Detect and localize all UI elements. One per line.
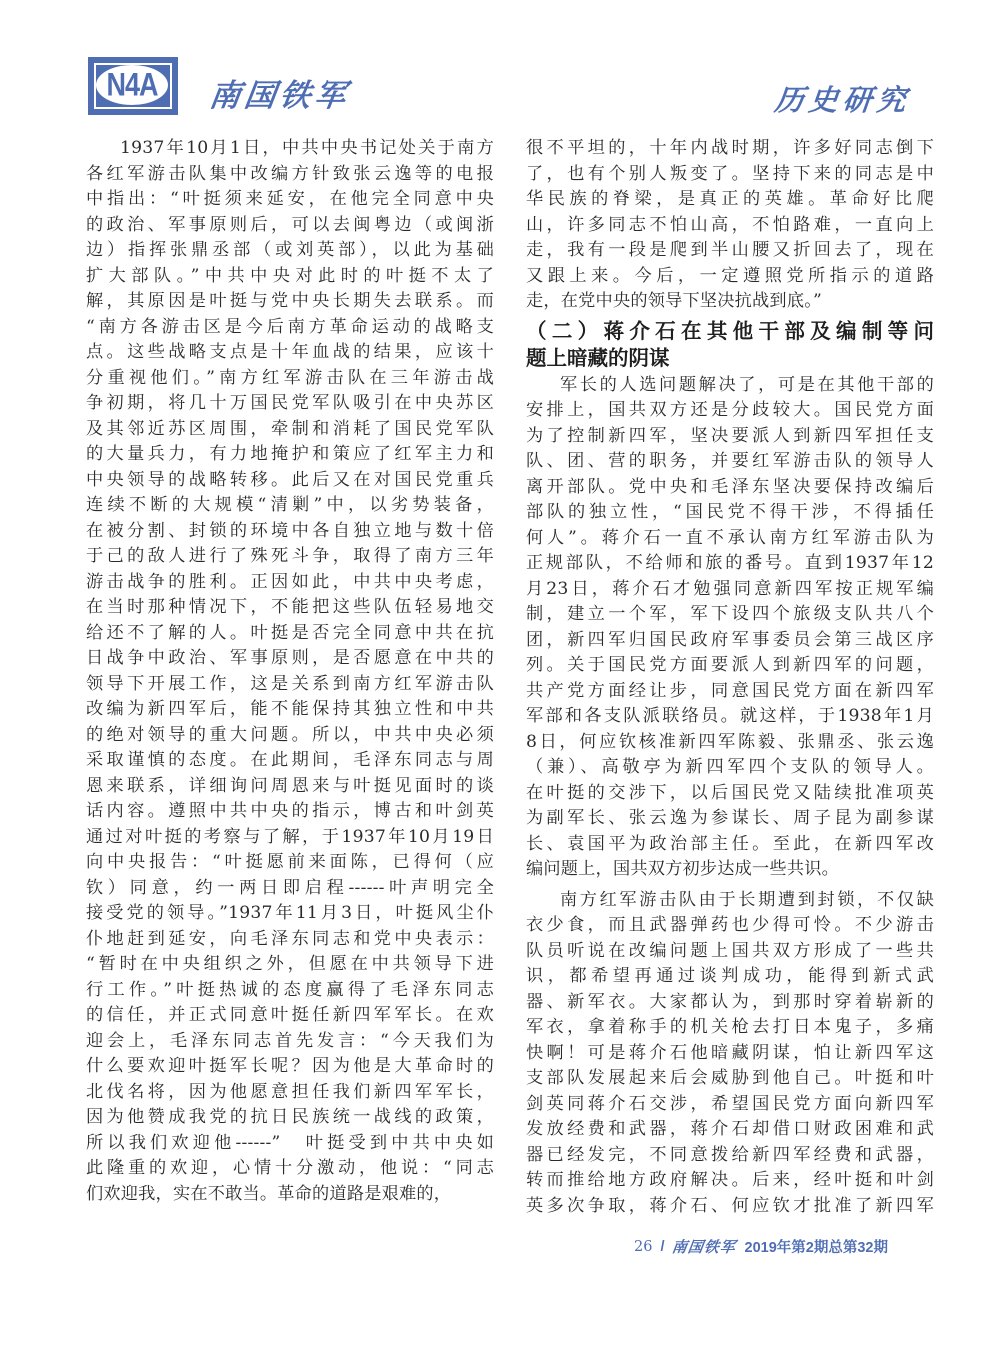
text-line: 识，都希望再通过谈判成功，能得到新式武	[526, 966, 934, 986]
text-line: 扩大部队。”中共中央对此时的叶挺不太了	[86, 265, 494, 286]
text-line: 们欢迎我，实在不敢当。革命的道路是艰难的，	[86, 1183, 452, 1204]
text-line: 军部和各支队派联络员。就这样，于1938年1月	[526, 706, 934, 726]
text-line: 又跟上来。今后，一定遵照党所指示的道路	[526, 265, 934, 286]
magazine-brand-title: 南国铁军	[206, 78, 353, 114]
text-line: 因为他赞成我党的抗日民族统一战线的政策，	[86, 1107, 494, 1127]
text-line: 长、袁国平为政治部主任。至此，在新四军改	[526, 833, 934, 854]
text-line: “南方各游击区是今后南方革命运动的战略支	[86, 316, 494, 337]
text-line: 英多次争取，蒋介石、何应钦才批准了新四军	[526, 1195, 934, 1216]
text-line: 给还不了解的人。叶挺是否完全同意中共在抗	[86, 622, 494, 643]
logo-text: N4A	[106, 66, 158, 103]
text-line: 边）指挥张鼎丞部（或刘英部），以此为基础	[86, 240, 494, 260]
page-number: 26	[634, 1238, 653, 1255]
text-line: 此隆重的欢迎，心情十分激动，他说：“同志	[86, 1158, 494, 1178]
text-line: 为了控制新四军，坚决要派人到新四军担任支	[526, 425, 934, 446]
section-heading-line: 题上暗藏的阴谋	[526, 345, 670, 370]
text-line: 钦）同意，约一两日即启程------叶声明完全	[86, 877, 494, 898]
text-line: 在被分割、封锁的环境中各自独立地与数十倍	[86, 520, 494, 541]
text-line: 迎会上，毛泽东同志首先发言：“今天我们为	[86, 1030, 494, 1051]
text-line: 华民族的脊梁，是真正的英雄。革命好比爬	[526, 189, 934, 209]
text-line: 的绝对领导的重大问题。所以，中共中央必须	[86, 724, 494, 745]
text-line: （兼）、高敬亭为新四军四个支队的领导人。	[526, 757, 934, 777]
text-line: 安排上，国共双方还是分歧较大。国民党方面	[526, 400, 934, 420]
text-line: 支部队发展起来后会威胁到他自己。叶挺和叶	[526, 1068, 934, 1088]
text-line: 采取谨慎的态度。在此期间，毛泽东同志与周	[86, 750, 494, 770]
text-line: 话内容。遵照中共中央的指示，博古和叶剑英	[86, 801, 494, 821]
text-line: 争初期，将几十万国民党军队吸引在中央苏区	[86, 393, 494, 413]
text-line: 团，新四军归国民政府军事委员会第三战区序	[526, 629, 934, 650]
logo-oval	[96, 65, 168, 105]
text-line: 在当时那种情况下，不能把这些队伍轻易地交	[86, 597, 494, 617]
text-line: 很不平坦的，十年内战时期，许多好同志倒下	[526, 138, 934, 158]
paragraph	[526, 888, 934, 1220]
text-line: 1937年10月1日，中共中央书记处关于南方	[120, 138, 494, 158]
text-line: 改编为新四军后，能不能保持其独立性和中共	[86, 699, 494, 719]
text-line: 剑英同蒋介石交涉，希望国民党方面向新四军	[526, 1093, 934, 1114]
text-line: 共产党方面经让步，同意国民党方面在新四军	[526, 680, 934, 701]
text-line: 于己的敌人进行了殊死斗争，取得了南方三年	[86, 546, 494, 566]
text-line: 走，在党中央的领导下坚决抗战到底。”	[526, 291, 822, 311]
text-line: 连续不断的大规模“清剿”中，以劣势装备，	[86, 495, 494, 515]
paragraph	[526, 373, 934, 883]
right-intro-paragraph	[526, 136, 934, 315]
text-line: 为副军长、张云逸为参谋长、周子昆为副参谋	[526, 808, 934, 828]
text-line: 列。关于国民党方面要派人到新四军的问题，	[526, 655, 934, 675]
text-line: 的政治、军事原则后，可以去闽粤边（或闽浙	[86, 214, 494, 235]
text-line: 军长的人选问题解决了，可是在其他干部的	[560, 374, 934, 395]
text-line: 南方红军游击队由于长期遭到封锁，不仅缺	[560, 889, 934, 910]
text-line: 游击战争的胜利。正因如此，中共中央考虑，	[86, 571, 494, 592]
section-heading	[526, 318, 934, 372]
section-heading-line: （二）蒋介石在其他干部及编制等问	[526, 318, 934, 343]
text-line: “暂时在中央组织之外，但愿在中共领导下进	[86, 954, 494, 974]
text-line: 各红军游击队集中改编方针致张云逸等的电报	[86, 163, 494, 184]
footer-separator: /	[660, 1238, 665, 1255]
text-line: 器已经发完，不同意拨给新四军经费和武器，	[526, 1144, 934, 1165]
text-line: 编问题上，国共双方初步达成一些共识。	[526, 859, 839, 879]
text-line: 的信任，并正式同意叶挺任新四军军长。在欢	[86, 1005, 494, 1025]
text-line: 分重视他们。”南方红军游击队在三年游击战	[86, 367, 494, 388]
text-line: 离开部队。党中央和毛泽东坚决要保持改编后	[526, 476, 934, 497]
n4a-logo	[88, 57, 178, 115]
text-line: 仆地赶到延安，向毛泽东同志和党中央表示：	[86, 928, 494, 949]
text-line: 中指出：“叶挺须来延安，在他完全同意中央	[86, 189, 494, 209]
text-line: 日战争中政治、军事原则，是否愿意在中共的	[86, 648, 494, 668]
text-line: 队、团、营的职务，并要红军游击队的领导人	[526, 451, 934, 471]
text-line: 器、新军衣。大家都认为，到那时穿着崭新的	[526, 991, 934, 1012]
text-line: 部队的独立性，“国民党不得干涉，不得插任	[526, 502, 934, 522]
text-line: 恩来联系，详细询问周恩来与叶挺见面时的谈	[86, 775, 494, 796]
text-line: 转而推给地方政府解决。后来，经叶挺和叶剑	[526, 1170, 934, 1190]
text-line: 队员听说在改编问题上国共双方形成了一些共	[526, 940, 934, 961]
footer-brand: 南国铁军	[671, 1238, 738, 1256]
text-line: 向中央报告：“叶挺愿前来面陈，已得何（应	[86, 852, 494, 872]
text-line: 行工作。”叶挺热诚的态度赢得了毛泽东同志	[86, 979, 494, 1000]
text-line: 山，许多同志不怕山高，不怕路难，一直向上	[526, 214, 934, 235]
text-line: 军衣，拿着称手的机关枪去打日本鬼子，多痛	[526, 1017, 934, 1037]
text-line: 中央领导的战略转移。此后又在对国民党重兵	[86, 469, 494, 490]
text-line: 月23日，蒋介石才勉强同意新四军按正规军编	[526, 578, 934, 599]
left-column	[86, 136, 494, 1207]
text-line: 解，其原因是叶挺与党中央长期失去联系。而	[86, 291, 494, 311]
text-line: 发放经费和武器，蒋介石却借口财政困难和武	[526, 1119, 934, 1139]
text-line: 在叶挺的交涉下，以后国民党又陆续批准项英	[526, 782, 934, 803]
text-line: 什么要欢迎叶挺军长呢？因为他是大革命时的	[86, 1056, 494, 1076]
text-line: 通过对叶挺的考察与了解，于1937年10月19日	[86, 826, 494, 847]
section-label: 历史研究	[773, 83, 913, 117]
page-footer	[634, 1236, 888, 1257]
text-line: 的大量兵力，有力地掩护和策应了红军主力和	[86, 444, 494, 464]
text-line: 何人”。蒋介石一直不承认南方红军游击队为	[526, 527, 934, 548]
text-line: 领导下开展工作，这是关系到南方红军游击队	[86, 673, 494, 694]
text-line: 点。这些战略支点是十年血战的结果，应该十	[86, 342, 494, 362]
right-column	[526, 136, 934, 1219]
issue-label: 2019年第2期总第32期	[744, 1240, 888, 1256]
text-line: 了，也有个别人叛变了。坚持下来的同志是中	[526, 163, 934, 184]
text-line: 北伐名将，因为他愿意担任我们新四军军长，	[86, 1081, 494, 1102]
text-line: 衣少食，而且武器弹药也少得可怜。不少游击	[526, 915, 934, 935]
text-line: 走，我有一段是爬到半山腰又折回去了，现在	[526, 240, 934, 260]
text-line: 接受党的领导。”1937年11月3日，叶挺风尘仆	[86, 903, 494, 923]
text-line: 快啊！可是蒋介石他暗藏阴谋，怕让新四军这	[526, 1042, 934, 1063]
text-line: 8日，何应钦核准新四军陈毅、张鼎丞、张云逸	[526, 731, 934, 752]
text-line: 所以我们欢迎他------” 叶挺受到中共中央如	[86, 1132, 494, 1153]
text-line: 正规部队，不给师和旅的番号。直到1937年12	[526, 553, 934, 573]
text-line: 及其邻近苏区周围，牵制和消耗了国民党军队	[86, 418, 494, 439]
text-line: 制，建立一个军，军下设四个旅级支队共八个	[526, 604, 934, 624]
